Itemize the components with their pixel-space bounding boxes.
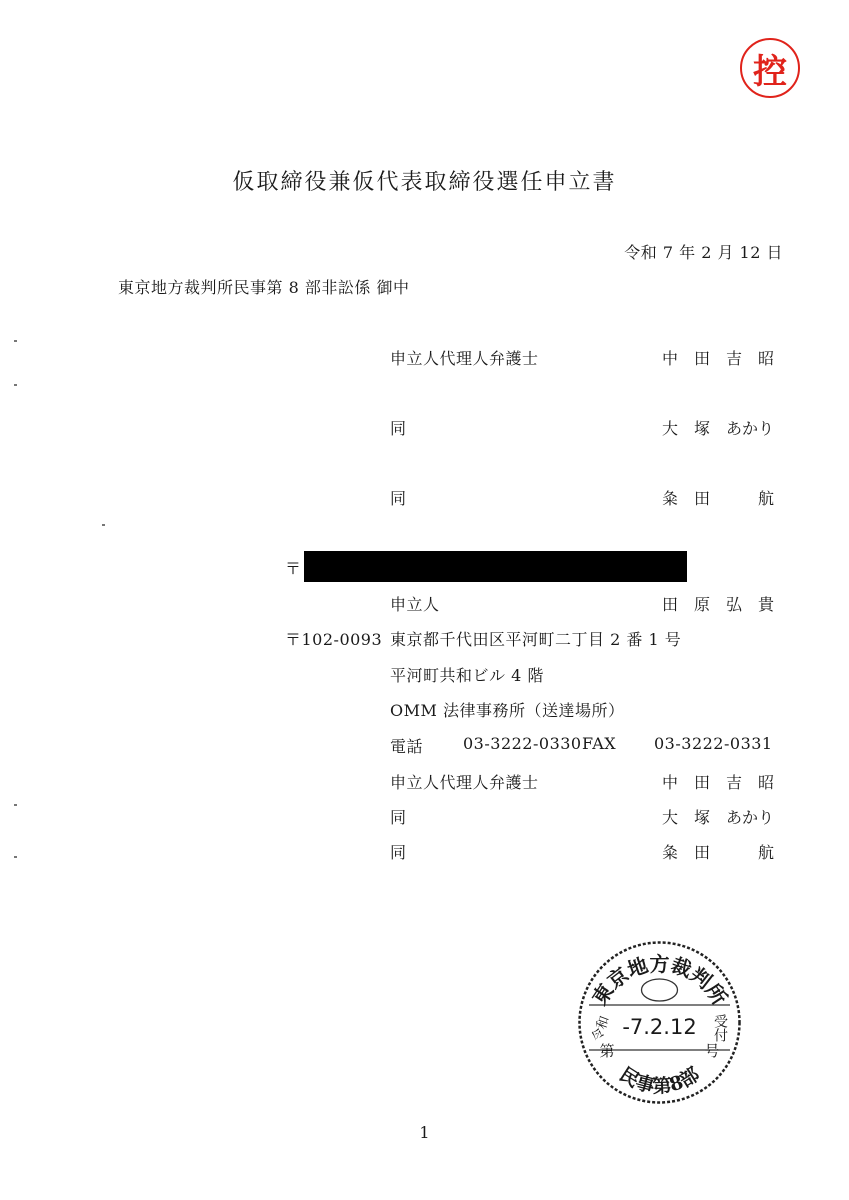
phone-number: 03-3222-0330 — [463, 734, 582, 753]
postal-mark: 〒 — [285, 559, 302, 578]
stamp-bottom-text: 民事第8部 — [615, 1063, 704, 1098]
attorney-role: 同 — [390, 808, 407, 827]
court-stamp-graphic — [577, 940, 742, 1105]
attorney-name: 大 塚 あかり — [662, 808, 775, 827]
filing-date: 令和 7 年 2 月 12 日 — [624, 243, 783, 262]
addressee: 東京地方裁判所民事第 8 部非訟係 御中 — [118, 278, 410, 297]
redaction-bar — [304, 551, 687, 582]
scan-speck — [14, 804, 17, 806]
court-reception-stamp — [577, 940, 742, 1105]
applicant-role: 申立人 — [390, 595, 440, 614]
attorney-role: 同 — [390, 489, 407, 508]
stamp-number-right: 号 — [704, 1042, 720, 1060]
attorney-name: 大 塚 あかり — [662, 419, 775, 438]
office-address-line2: 平河町共和ビル 4 階 — [390, 666, 544, 685]
office-address-line1: 東京都千代田区平河町二丁目 2 番 1 号 — [390, 630, 682, 649]
fax-number: 03-3222-0331 — [654, 734, 773, 753]
applicant-name: 田 原 弘 貴 — [662, 595, 775, 614]
stamp-left-text: 令和 — [589, 1014, 613, 1044]
stamp-number-left: 第 — [599, 1042, 615, 1060]
stamp-top-text: 東京地方裁判所 — [587, 951, 732, 1010]
office-name: OMM 法律事務所（送達場所） — [390, 701, 625, 720]
seal-char: 控 — [753, 51, 787, 92]
fax-label: FAX — [582, 734, 617, 753]
attorney-name: 粂 田 航 — [662, 489, 775, 508]
attorney-role: 申立人代理人弁護士 — [390, 773, 539, 792]
scan-speck — [14, 340, 17, 342]
stamp-date: -7.2.12 — [622, 1015, 697, 1039]
hikae-seal — [740, 38, 800, 98]
attorney-name: 粂 田 航 — [662, 843, 775, 862]
attorney-role: 申立人代理人弁護士 — [390, 349, 539, 368]
scan-speck — [14, 856, 17, 858]
attorney-role: 同 — [390, 843, 407, 862]
page-number: 1 — [419, 1123, 430, 1142]
scan-speck — [14, 384, 17, 386]
attorney-name: 中 田 吉 昭 — [662, 773, 775, 792]
attorney-name: 中 田 吉 昭 — [662, 349, 775, 368]
scan-speck — [102, 524, 105, 526]
attorney-role: 同 — [390, 419, 407, 438]
office-postal-code: 〒102-0093 — [285, 630, 383, 649]
document-title: 仮取締役兼仮代表取締役選任申立書 — [232, 170, 617, 195]
phone-label: 電話 — [390, 737, 424, 756]
stamp-right-text: 受付 — [712, 1014, 728, 1042]
